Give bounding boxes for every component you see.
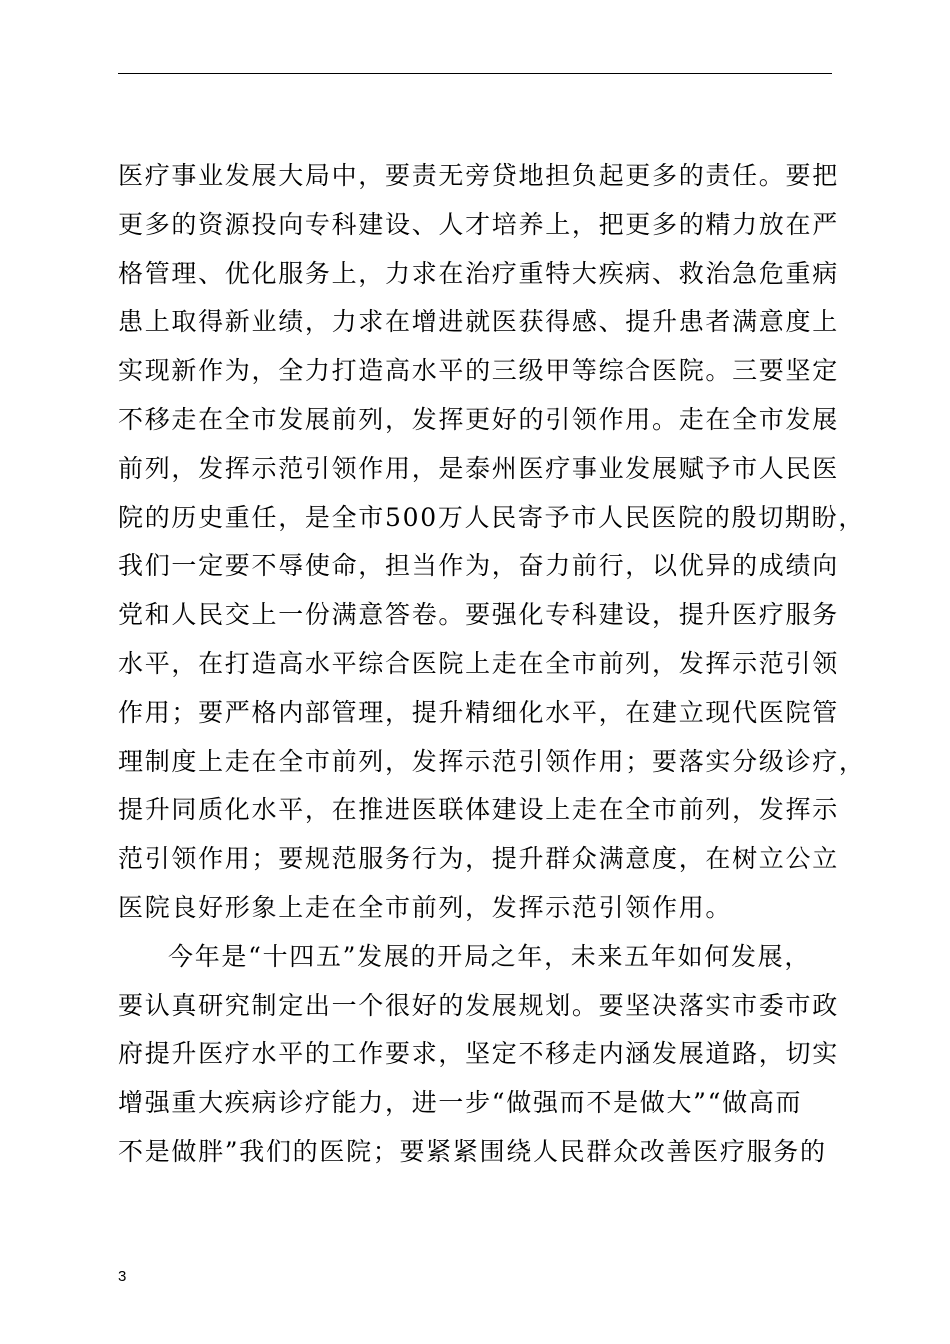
text-line: 不移走在全市发展前列，发挥更好的引领作用。走在全市发展 (118, 404, 839, 434)
text-line: 医院良好形象上走在全市前列，发挥示范引领作用。 (118, 892, 733, 922)
text-line: 作用；要严格内部管理，提升精细化水平，在建立现代医院管 (118, 697, 839, 727)
text-line: 更多的资源投向专科建设、人才培养上，把更多的精力放在严 (118, 209, 839, 239)
page-number: 3 (118, 1268, 127, 1285)
header-rule (118, 73, 832, 74)
text-line: 提升同质化水平，在推进医联体建设上走在全市前列，发挥示 (118, 795, 839, 825)
text-line: 增强重大疾病诊疗能力，进一步“做强而不是做大”“做高而 (118, 1088, 803, 1118)
text-line: 医疗事业发展大局中，要责无旁贷地担负起更多的责任。要把 (118, 161, 839, 190)
paragraph-start-line: 今年是“十四五”发展的开局之年，未来五年如何发展， (168, 941, 812, 971)
text-line: 范引领作用；要规范服务行为，提升群众满意度，在树立公立 (118, 844, 839, 874)
text-line: 实现新作为，全力打造高水平的三级甲等综合医院。三要坚定 (118, 356, 839, 386)
text-line: 府提升医疗水平的工作要求，坚定不移走内涵发展道路，切实 (118, 1039, 839, 1069)
text-line: 要认真研究制定出一个很好的发展规划。要坚决落实市委市政 (118, 990, 839, 1020)
text-line: 患上取得新业绩，力求在增进就医获得感、提升患者满意度上 (118, 307, 839, 337)
text-line: 不是做胖”我们的医院；要紧紧围绕人民群众改善医疗服务的 (118, 1136, 827, 1166)
text-line: 前列，发挥示范引领作用，是泰州医疗事业发展赋予市人民医 (118, 453, 839, 483)
text-line: 格管理、优化服务上，力求在治疗重特大疾病、救治急危重病 (118, 258, 839, 288)
text-line: 理制度上走在全市前列，发挥示范引领作用；要落实分级诊疗， (118, 746, 866, 776)
document-body (118, 152, 866, 1177)
text-line: 院的历史重任，是全市500万人民寄予市人民医院的殷切期盼， (118, 502, 866, 532)
text-line: 水平，在打造高水平综合医院上走在全市前列，发挥示范引领 (118, 648, 839, 678)
text-line: 我们一定要不辱使命，担当作为，奋力前行，以优异的成绩向 (118, 551, 839, 581)
text-line: 党和人民交上一份满意答卷。要强化专科建设，提升医疗服务 (118, 600, 839, 630)
